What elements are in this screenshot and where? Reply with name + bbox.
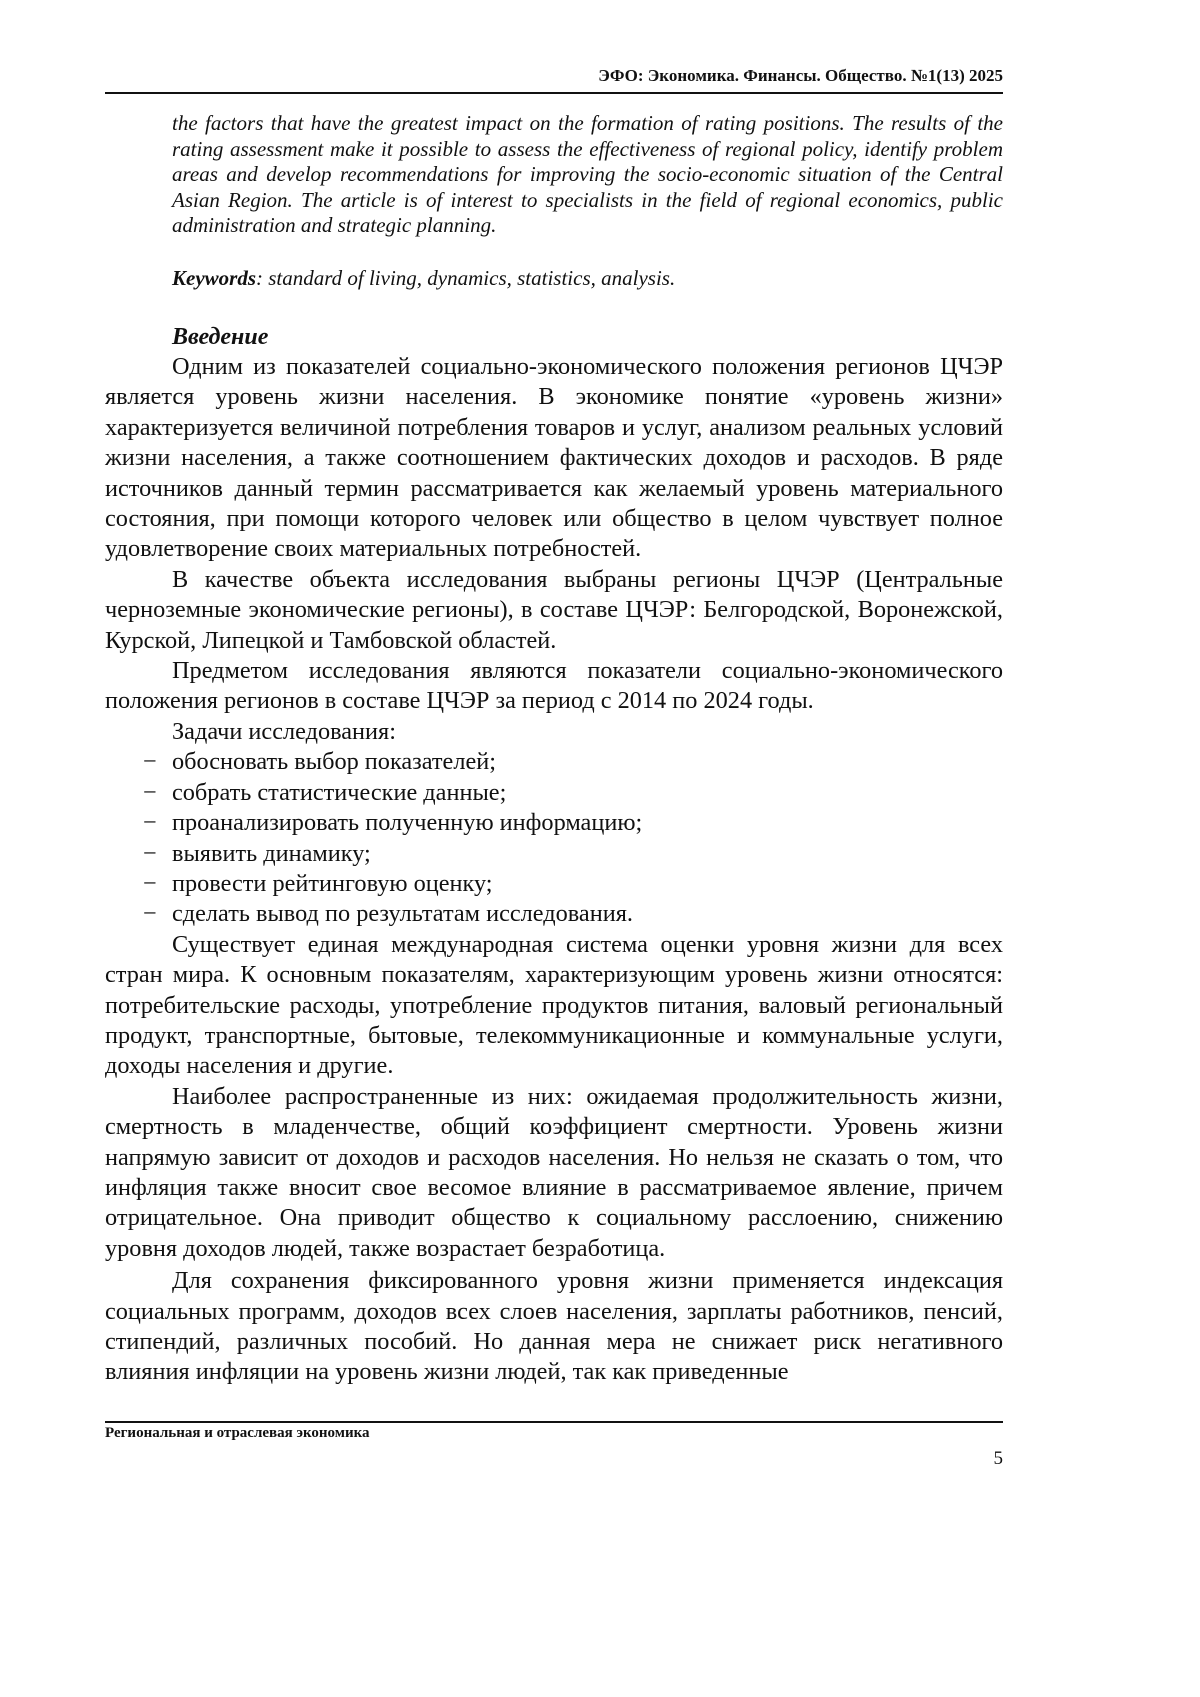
paragraph: Предметом исследования являются показатели социально-экономического положения регионов в составе ЦЧЭР за период с 2014 по 2024 годы. [105,656,1003,717]
journal-header: ЭФО: Экономика. Финансы. Общество. №1(13) 2025 [105,66,1003,86]
list-item [105,839,1003,869]
list-item [105,869,1003,899]
paragraph: Одним из показателей социально-экономического положения регионов ЦЧЭР является уровень жизни населения. В экономике понятие «уровень жизни» характеризуется величиной потребления товаров и услуг, анализом реальных условий жизни населения, а также соотношением фактических доходов и расходов. В ряде источников данный термин рассматривается как желаемый уровень материального состояния, при помощи которого человек или общество в целом чувствует полное удовлетворение своих материальных потребностей. [105,352,1003,565]
dash-bullet: − [143,839,157,869]
list-item [105,747,1003,777]
paragraph: Для сохранения фиксированного уровня жизни применяется индексация социальных программ, доходов всех слоев населения, зарплаты работников, пенсий, стипендий, различных пособий. Но данная мера не снижает риск негативного влияния инфляции на уровень жизни людей, так как приведенные [105,1266,1003,1388]
list-item [105,778,1003,808]
list-item-text: провести рейтинговую оценку; [172,870,493,897]
dash-bullet: − [143,747,157,777]
paragraph: Существует единая международная система оценки уровня жизни для всех стран мира. К основным показателям, характеризующим уровень жизни относятся: потребительские расходы, употребление продуктов питания, валовый региональный продукт, транспортные, бытовые, телекоммуникационные и коммунальные услуги, доходы населения и другие. [105,930,1003,1082]
list-item-text: сделать вывод по результатам исследования. [172,900,633,927]
list-item-text: обосновать выбор показателей; [172,748,496,775]
task-list [105,747,1003,929]
list-item [105,899,1003,929]
footer-section: Региональная и отраслевая экономика [105,1425,370,1442]
paragraph: Задачи исследования: [105,717,1003,747]
paragraph: Наиболее распространенные из них: ожидаемая продолжительность жизни, смертность в младенчестве, общий коэффициент смертности. Уровень жизни напрямую зависит от доходов и расходов населения. Но нельзя не сказать о том, что инфляция также вносит свое весомое влияние в рассматриваемое явление, причем отрицательное. Она приводит общество к социальному расслоению, снижению уровня доходов людей, также возрастает безработица. [105,1082,1003,1264]
page-number: 5 [994,1448,1004,1470]
paragraph: В качестве объекта исследования выбраны регионы ЦЧЭР (Центральные черноземные экономические регионы), в составе ЦЧЭР: Белгородской, Воронежской, Курской, Липецкой и Тамбовской областей. [105,565,1003,656]
dash-bullet: − [143,778,157,808]
footer-rule [105,1421,1003,1423]
keywords [172,266,1003,291]
list-item [105,808,1003,838]
dash-bullet: − [143,869,157,899]
section-heading: Введение [172,322,1003,352]
abstract-text: the factors that have the greatest impact on the formation of rating positions. The results of the rating assessment make it possible to assess the effectiveness of regional policy, identify problem areas and develop recommendations for improving the socio-economic situation of the Central Asian Region. The article is of interest to specialists in the field of regional economics, public administration and strategic planning. [172,111,1003,239]
keywords-label: Keywords [172,266,256,290]
list-item-text: собрать статистические данные; [172,779,506,806]
dash-bullet: − [143,808,157,838]
keywords-list: : standard of living, dynamics, statistics, analysis. [256,266,675,290]
list-item-text: проанализировать полученную информацию; [172,809,642,836]
main-text [105,322,1003,1388]
dash-bullet: − [143,899,157,929]
list-item-text: выявить динамику; [172,840,371,867]
header-rule [105,92,1003,94]
